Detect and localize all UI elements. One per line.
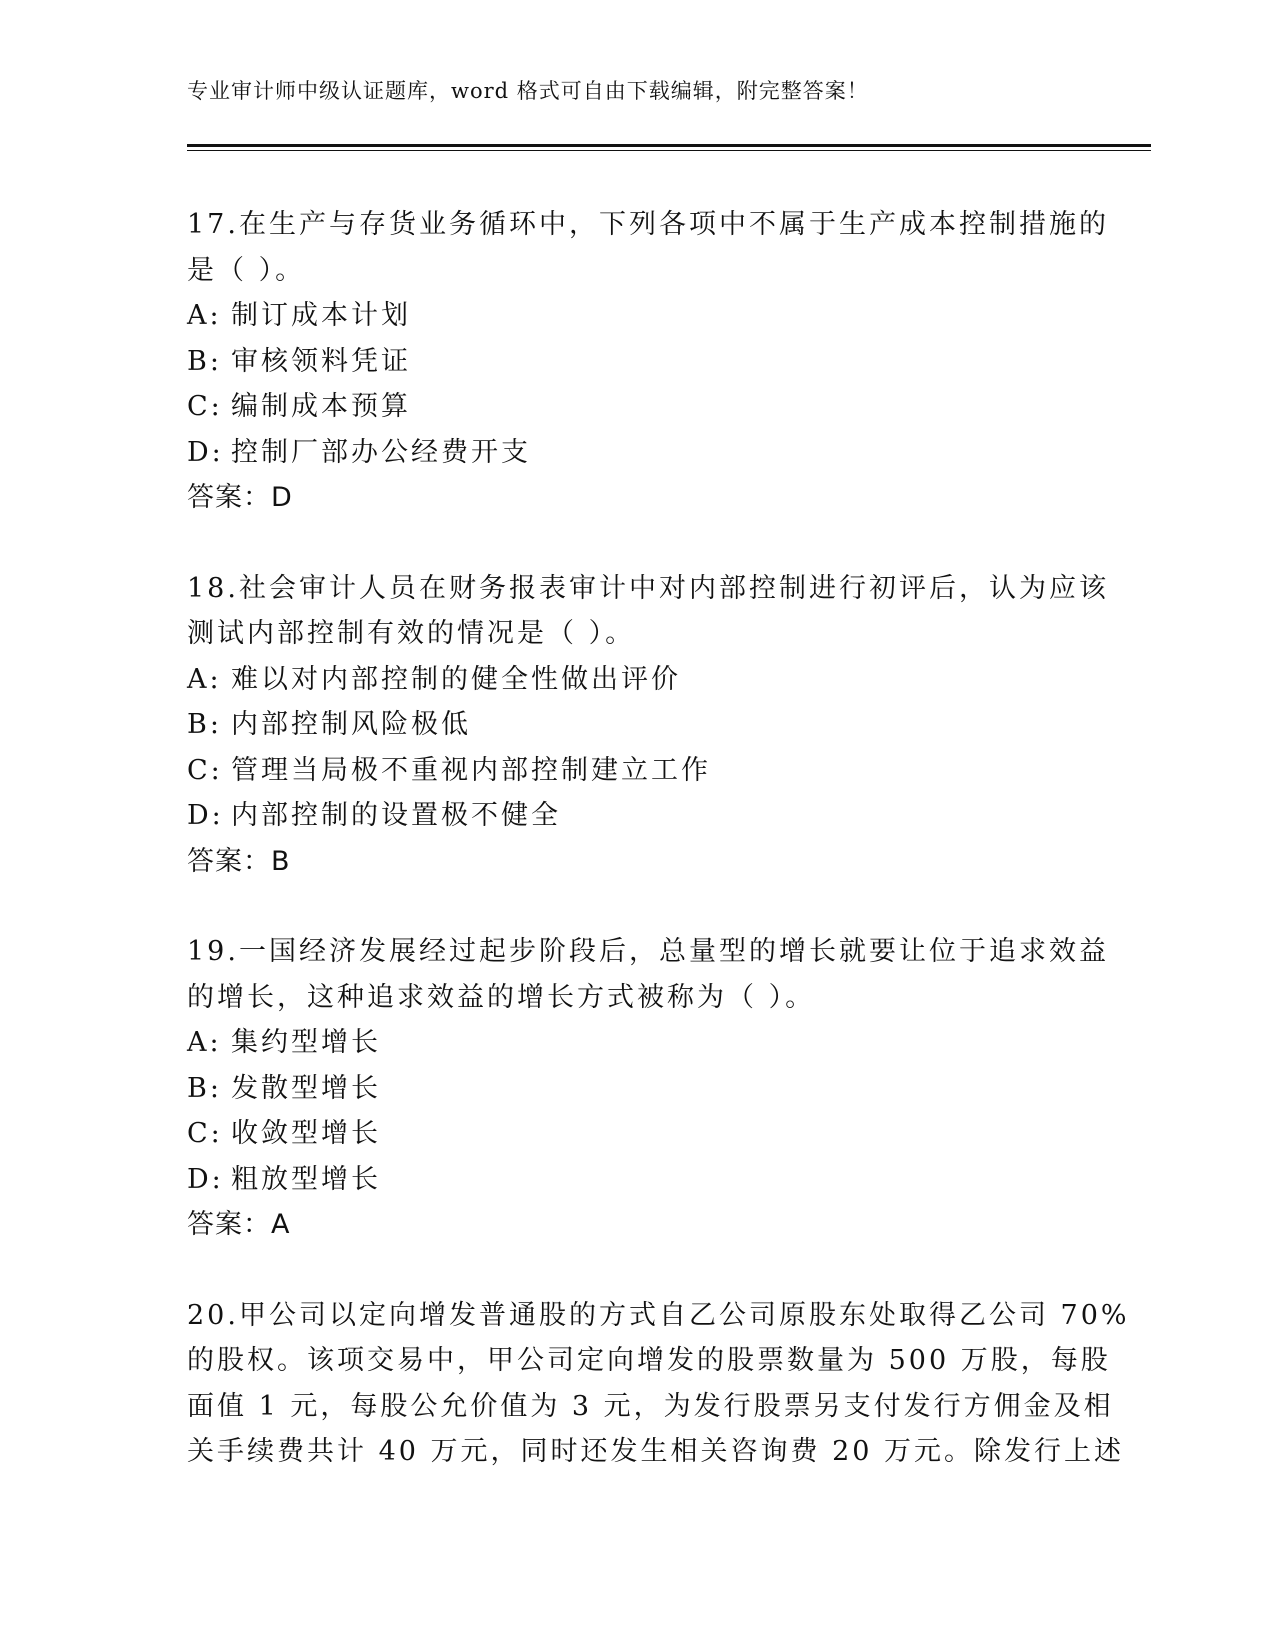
option-text: 粗放型增长 (231, 1163, 381, 1195)
question-list (187, 202, 1130, 1520)
option-key: C: (187, 391, 223, 422)
option-text: 难以对内部控制的健全性做出评价 (231, 663, 681, 695)
option-b (187, 339, 1077, 385)
option-key: C: (187, 1118, 223, 1149)
answer-line: 答案：A (187, 1209, 291, 1240)
question-stem-line: 20.甲公司以定向增发普通股的方式自乙公司原股东处取得乙公司 70% (187, 1299, 1130, 1331)
answer-line: 答案：B (187, 845, 291, 877)
question-stem-line: 17.在生产与存货业务循环中，下列各项中不属于生产成本控制措施的 (187, 209, 1109, 240)
question-stem-line: 19.一国经济发展经过起步阶段后，总量型的增长就要让位于追求效益 (187, 936, 1109, 967)
header-divider-thin (187, 150, 1151, 151)
option-a (187, 1020, 1077, 1066)
header-divider-thick (187, 144, 1151, 147)
option-text: 内部控制风险极低 (231, 709, 471, 740)
question-18 (187, 566, 1109, 885)
question-stem-line: 是（ ）。 (187, 254, 306, 286)
question-stem-line: 测试内部控制有效的情况是（ ）。 (187, 618, 636, 649)
option-b (187, 702, 1077, 748)
option-key: A: (187, 300, 222, 331)
option-key: D: (187, 800, 224, 831)
page-header: 专业审计师中级认证题库，word 格式可自由下载编辑，附完整答案！ (187, 79, 869, 103)
option-text: 管理当局极不重视内部控制建立工作 (231, 754, 711, 786)
option-text: 收敛型增长 (231, 1118, 381, 1149)
option-text: 制订成本计划 (231, 300, 411, 331)
option-d (187, 1157, 1077, 1203)
question-stem-line: 18.社会审计人员在财务报表审计中对内部控制进行初评后，认为应该 (187, 572, 1109, 604)
option-c (187, 384, 1077, 430)
question-stem-line: 的增长，这种追求效益的增长方式被称为（ ）。 (187, 981, 816, 1013)
option-text: 审核领料凭证 (231, 345, 411, 377)
question-stem-line: 面值 1 元，每股公允价值为 3 元，为发行股票另支付发行方佣金及相 (187, 1390, 1114, 1422)
option-a (187, 657, 1077, 703)
option-text: 发散型增长 (231, 1072, 381, 1104)
question-stem-line: 的股权。该项交易中，甲公司定向增发的股票数量为 500 万股，每股 (187, 1345, 1111, 1376)
question-20 (187, 1293, 1130, 1475)
option-text: 编制成本预算 (231, 391, 411, 422)
option-d (187, 793, 1077, 839)
option-key: D: (187, 1163, 224, 1195)
option-text: 集约型增长 (231, 1027, 381, 1058)
question-stem-line: 关手续费共计 40 万元，同时还发生相关咨询费 20 万元。除发行上述 (187, 1436, 1125, 1467)
option-key: B: (187, 345, 222, 377)
option-key: D: (187, 436, 224, 468)
option-text: 内部控制的设置极不健全 (231, 800, 561, 831)
option-a (187, 293, 1077, 339)
option-key: A: (187, 1027, 222, 1058)
option-c (187, 748, 1077, 794)
answer-line: 答案：D (187, 482, 293, 513)
option-key: B: (187, 709, 222, 740)
option-b (187, 1066, 1077, 1112)
question-17 (187, 202, 1109, 521)
question-19 (187, 929, 1109, 1248)
option-d (187, 430, 1077, 476)
option-c (187, 1111, 1077, 1157)
option-text: 控制厂部办公经费开支 (231, 436, 531, 468)
option-key: B: (187, 1072, 222, 1104)
option-key: C: (187, 754, 223, 786)
option-key: A: (187, 663, 222, 695)
